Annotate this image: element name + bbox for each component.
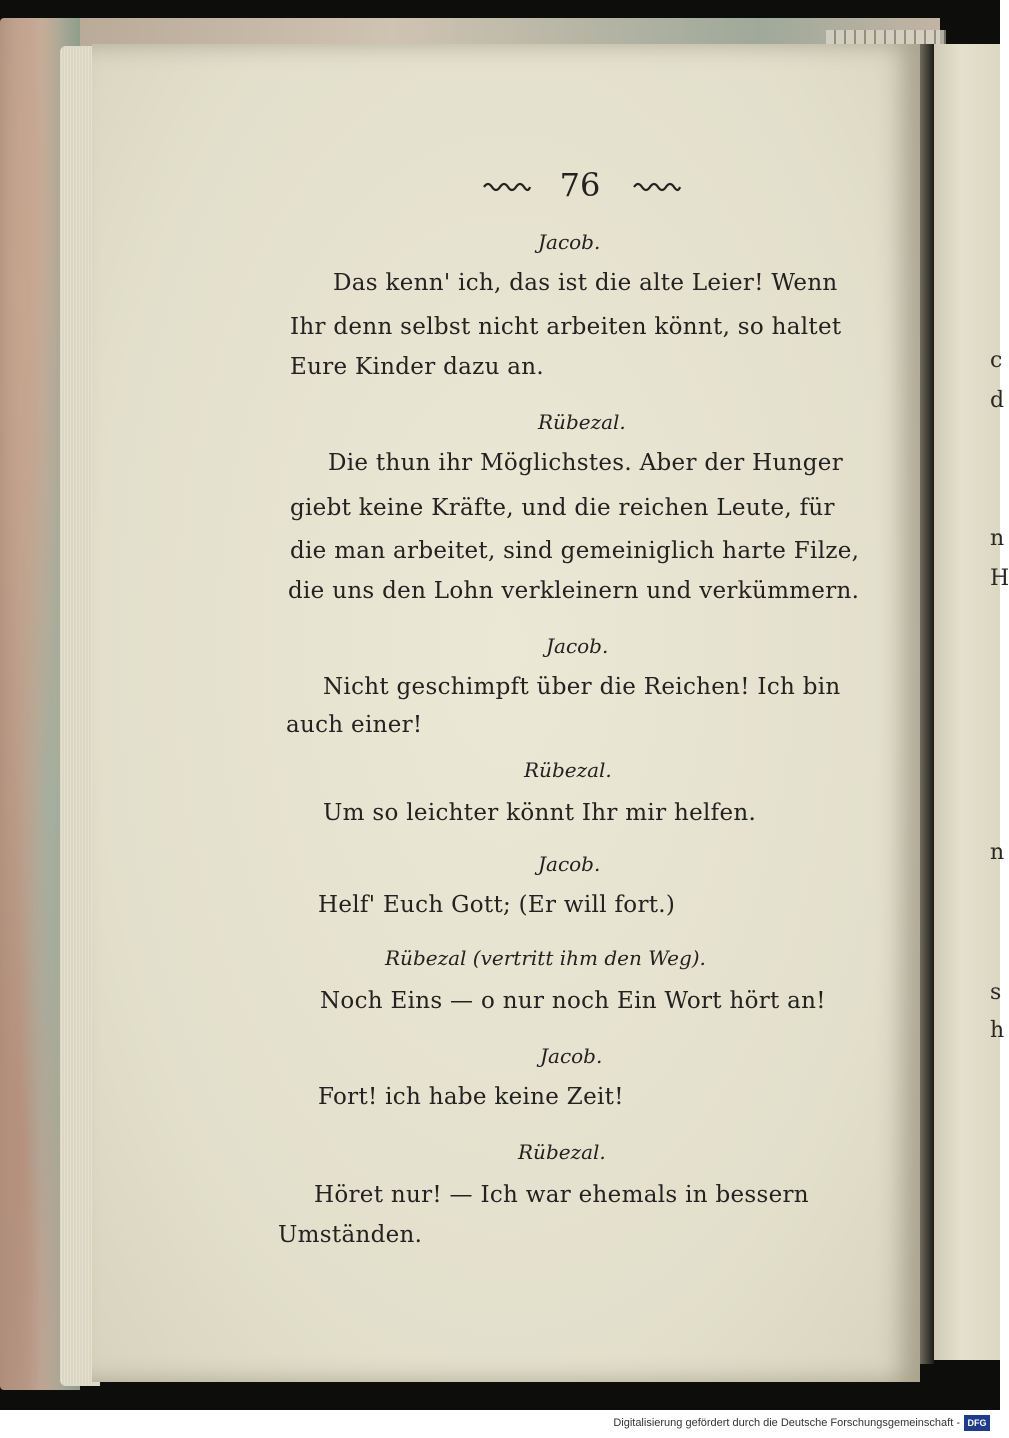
text-line: Helf' Euch Gott; (Er will fort.) — [318, 892, 676, 918]
facing-page-fragment: c — [990, 348, 1003, 373]
text-line: giebt keine Kräfte, und die reichen Leute, für — [290, 495, 835, 521]
facing-page — [934, 44, 1003, 1360]
text-line: Das kenn' ich, das ist die alte Leier! Wenn — [333, 270, 838, 296]
speaker-label: Rübezal. — [524, 758, 612, 782]
text-line: Eure Kinder dazu an. — [290, 354, 545, 380]
text-line: die uns den Lohn verkleinern und verkümmern. — [288, 578, 860, 604]
speaker-label: Rübezal. — [538, 410, 626, 434]
facing-page-fragment: h — [990, 1018, 1005, 1043]
facing-page-fragment: n — [990, 840, 1005, 865]
text-line: Umständen. — [278, 1222, 423, 1248]
text-line: Noch Eins — o nur noch Ein Wort hört an! — [320, 988, 826, 1014]
speaker-label: Jacob. — [546, 634, 609, 658]
book-gutter — [920, 44, 934, 1364]
speaker-label: Rübezal (vertritt ihm den Weg). — [385, 946, 706, 970]
text-line: Höret nur! — Ich war ehemals in bessern — [314, 1182, 809, 1208]
dfg-logo: DFG — [964, 1415, 990, 1431]
text-line: Nicht geschimpft über die Reichen! Ich bin — [323, 674, 841, 700]
text-line: auch einer! — [286, 712, 423, 738]
right-ornament-icon — [632, 178, 680, 192]
text-line: Ihr denn selbst nicht arbeiten könnt, so haltet — [290, 314, 842, 340]
speaker-label: Jacob. — [538, 230, 601, 254]
funding-credit: Digitalisierung gefördert durch die Deutsche Forschungsgemeinschaft - — [613, 1417, 960, 1429]
speaker-label: Rübezal. — [518, 1140, 606, 1164]
facing-page-fragment: H — [990, 566, 1009, 591]
text-line: Um so leichter könnt Ihr mir helfen. — [323, 800, 757, 826]
speaker-label: Jacob. — [540, 1044, 603, 1068]
facing-page-fragment: s — [990, 980, 1002, 1005]
page-number: 76 — [559, 166, 601, 204]
speaker-label: Jacob. — [538, 852, 601, 876]
facing-page-fragment: n — [990, 526, 1005, 551]
text-line: Fort! ich habe keine Zeit! — [318, 1084, 624, 1110]
text-line: Die thun ihr Möglichstes. Aber der Hunger — [328, 450, 843, 476]
facing-page-fragment: d — [990, 388, 1005, 413]
text-line: die man arbeitet, sind gemeiniglich harte Filze, — [290, 538, 860, 564]
